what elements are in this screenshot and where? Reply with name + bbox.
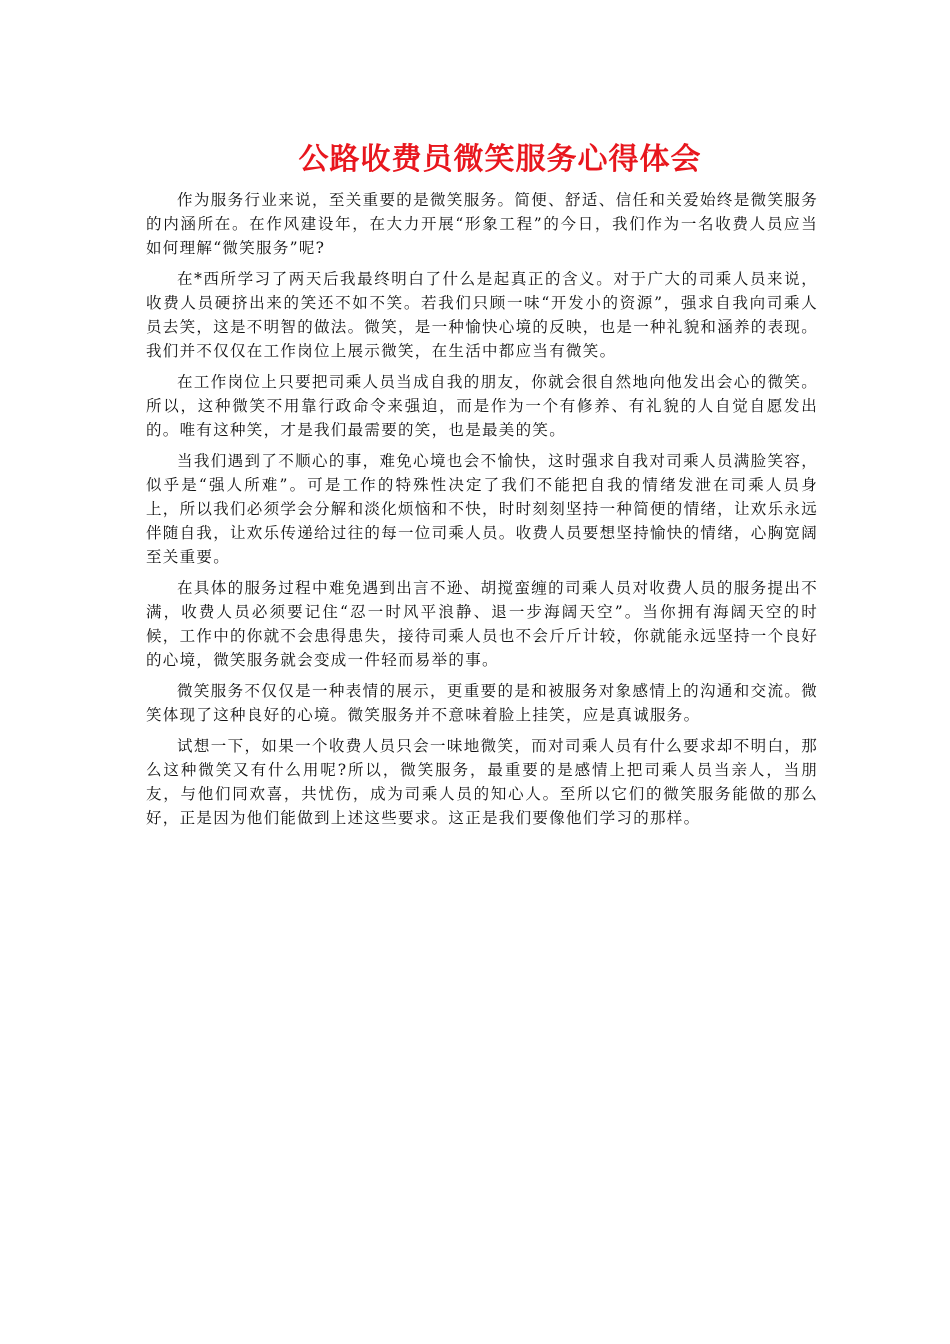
document-title: 公路收费员微笑服务心得体会 — [298, 142, 702, 177]
paragraph: 微笑服务不仅仅是一种表情的展示，更重要的是和被服务对象感情上的沟通和交流。微笑体现了这种良好的心境。微笑服务并不意味着脸上挂笑，应是真诚服务。 — [146, 682, 818, 724]
paragraph: 在具体的服务过程中难免遇到出言不逊、胡搅蛮缠的司乘人员对收费人员的服务提出不满，收费人员必须要记住“忍一时风平浪静、退一步海阔天空”。当你拥有海阔天空的时候，工作中的你就不会患得患失，接待司乘人员也不会斤斤计较，你就能永远坚持一个良好的心境，微笑服务就会变成一件轻而易举的事。 — [146, 579, 819, 669]
paragraph: 试想一下，如果一个收费人员只会一味地微笑，而对司乘人员有什么要求却不明白，那么这种微笑又有什么用呢?所以，微笑服务，最重要的是感情上把司乘人员当亲人，当朋友，与他们同欢喜，共忧伤，成为司乘人员的知心人。至所以它们的微笑服务能做的那么好，正是因为他们能做到上述这些要求。这正是我们要像他们学习的那样。 — [146, 737, 818, 827]
document-body — [146, 188, 818, 837]
paragraph: 在*西所学习了两天后我最终明白了什么是起真正的含义。对于广大的司乘人员来说，收费人员硬挤出来的笑还不如不笑。若我们只顾一味“开发小的资源”，强求自我向司乘人员去笑，这是不明智的做法。微笑，是一种愉快心境的反映，也是一种礼貌和涵养的表现。我们并不仅仅在工作岗位上展示微笑，在生活中都应当有微笑。 — [146, 270, 819, 360]
paragraph: 在工作岗位上只要把司乘人员当成自我的朋友，你就会很自然地向他发出会心的微笑。所以，这种微笑不用靠行政命令来强迫，而是作为一个有修养、有礼貌的人自觉自愿发出的。唯有这种笑，才是我们最需要的笑，也是最美的笑。 — [146, 373, 818, 439]
paragraph: 作为服务行业来说，至关重要的是微笑服务。简便、舒适、信任和关爱始终是微笑服务的内涵所在。在作风建设年，在大力开展“形象工程”的今日，我们作为一名收费人员应当如何理解“微笑服务”呢? — [146, 191, 818, 257]
paragraph: 当我们遇到了不顺心的事，难免心境也会不愉快，这时强求自我对司乘人员满脸笑容，似乎是“强人所难”。可是工作的特殊性决定了我们不能把自我的情绪发泄在司乘人员身上，所以我们必须学会分解和淡化烦恼和不快，时时刻刻坚持一种简便的情绪，让欢乐永远伴随自我，让欢乐传递给过往的每一位司乘人员。收费人员要想坚持愉快的情绪，心胸宽阔至关重要。 — [146, 452, 819, 566]
